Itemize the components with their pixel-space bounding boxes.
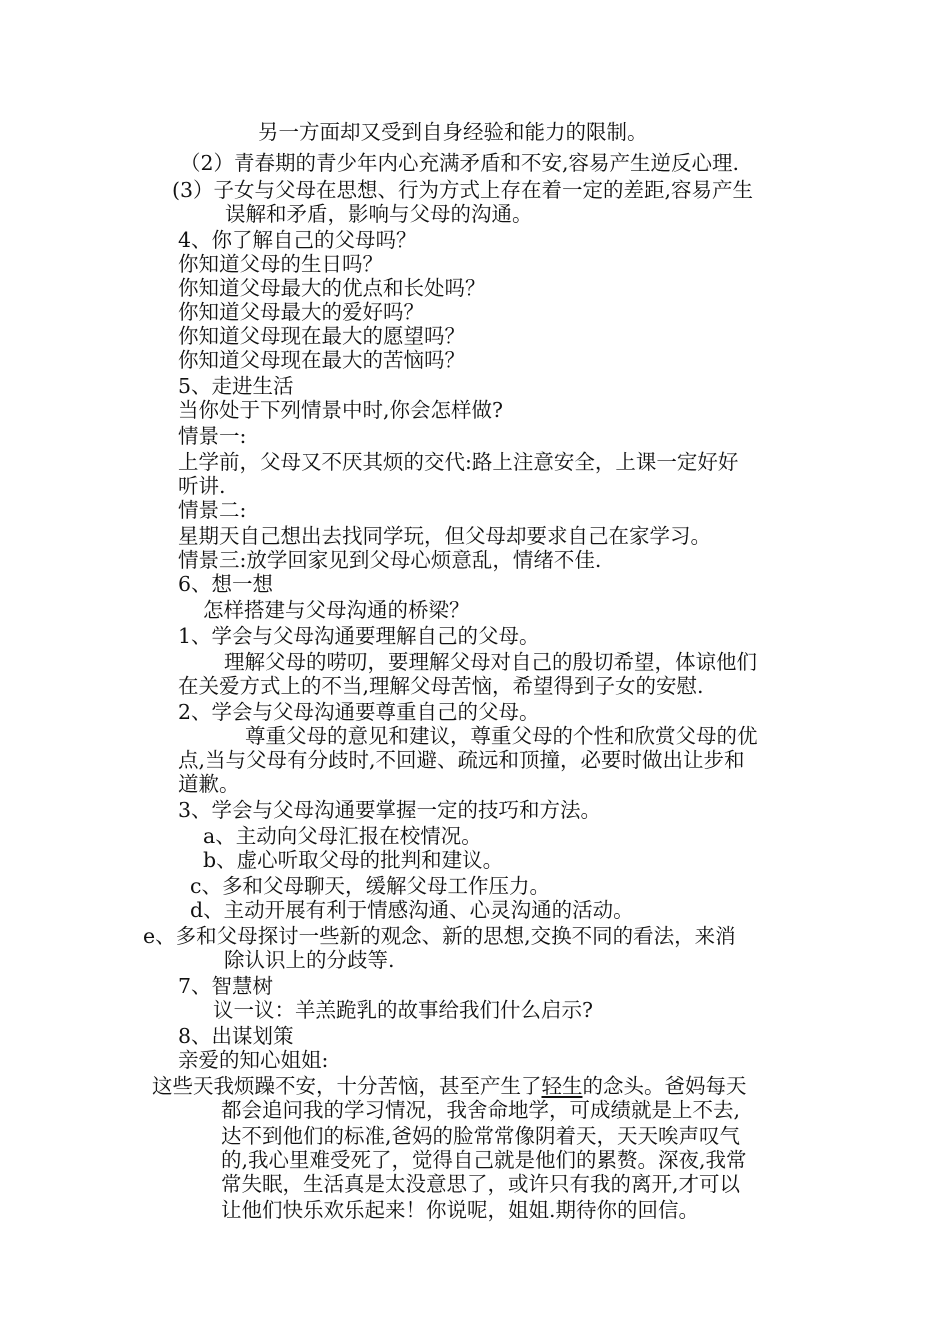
text-line: 1、学会与父母沟通要理解自己的父母。 bbox=[178, 624, 540, 648]
text-line: (3）子女与父母在思想、行为方式上存在着一定的差距,容易产生 bbox=[172, 178, 754, 202]
text-line: 4、你了解自己的父母吗？ bbox=[178, 228, 417, 252]
text-line: 你知道父母最大的优点和长处吗？ bbox=[178, 276, 486, 300]
text-line: 情景一: bbox=[178, 424, 247, 448]
text-line: 6、想一想 bbox=[178, 572, 274, 596]
text-line: 道歉。 bbox=[178, 772, 240, 796]
text-line: 尊重父母的意见和建议，尊重父母的个性和欣赏父母的优 bbox=[245, 724, 758, 748]
text-line: 当你处于下列情景中时,你会怎样做? bbox=[178, 398, 504, 422]
text-line: a、主动向父母汇报在校情况。 bbox=[203, 824, 482, 848]
text-line: 你知道父母现在最大的愿望吗？ bbox=[178, 324, 465, 348]
text-line: 另一方面却又受到自身经验和能力的限制。 bbox=[258, 120, 648, 144]
text-line: 情景三:放学回家见到父母心烦意乱，情绪不佳. bbox=[178, 548, 602, 572]
text-line: 5、走进生活 bbox=[178, 374, 294, 398]
text-line: 除认识上的分歧等. bbox=[224, 948, 395, 972]
text-line: 星期天自己想出去找同学玩，但父母却要求自己在家学习。 bbox=[178, 524, 711, 548]
text-line: c、多和父母聊天，缓解父母工作压力。 bbox=[190, 874, 550, 898]
text-line: （2）青春期的青少年内心充满矛盾和不安,容易产生逆反心理. bbox=[180, 151, 740, 175]
text-line: 怎样搭建与父母沟通的桥梁？ bbox=[203, 598, 470, 622]
text-line: 上学前，父母又不厌其烦的交代:路上注意安全，上课一定好好 bbox=[178, 450, 739, 474]
text-line: 常失眠，生活真是太没意思了，或许只有我的离开,才可以 bbox=[221, 1172, 741, 1196]
text-line: d、主动开展有利于情感沟通、心灵沟通的活动。 bbox=[190, 898, 634, 922]
text-line: b、虚心听取父母的批判和建议。 bbox=[203, 848, 504, 872]
text-segment: 的念头。爸妈每天 bbox=[582, 1074, 747, 1098]
text-line: 亲爱的知心姐姐: bbox=[178, 1048, 329, 1072]
text-line: e、多和父母探讨一些新的观念、新的思想,交换不同的看法，来消 bbox=[143, 924, 736, 948]
text-line: 误解和矛盾，影响与父母的沟通。 bbox=[225, 202, 533, 226]
text-segment: 这些天我烦躁不安，十分苦恼，甚至产生了 bbox=[152, 1074, 542, 1098]
text-line: 你知道父母现在最大的苦恼吗？ bbox=[178, 348, 465, 372]
text-line: 的,我心里难受死了，觉得自己就是他们的累赘。深夜,我常 bbox=[221, 1148, 747, 1172]
text-line: 议一议：羊羔跪乳的故事给我们什么启示? bbox=[213, 998, 593, 1022]
text-line: 在关爱方式上的不当,理解父母苦恼，希望得到子女的安慰. bbox=[178, 674, 704, 698]
text-line: 8、出谋划策 bbox=[178, 1024, 294, 1048]
text-line: 2、学会与父母沟通要尊重自己的父母。 bbox=[178, 700, 540, 724]
letter-first-line bbox=[152, 1074, 747, 1098]
text-line: 理解父母的唠叨，要理解父母对自己的殷切希望，体谅他们 bbox=[224, 650, 757, 674]
text-line: 听讲. bbox=[178, 474, 226, 498]
text-line: 你知道父母最大的爱好吗？ bbox=[178, 300, 424, 324]
text-line: 情景二: bbox=[178, 498, 247, 522]
text-line: 7、智慧树 bbox=[178, 974, 274, 998]
text-line: 你知道父母的生日吗？ bbox=[178, 252, 383, 276]
text-line: 都会追问我的学习情况，我舍命地学，可成绩就是上不去, bbox=[221, 1098, 741, 1122]
text-line: 3、学会与父母沟通要掌握一定的技巧和方法。 bbox=[178, 798, 602, 822]
underlined-word: 轻生 bbox=[541, 1074, 583, 1098]
text-line: 让他们快乐欢乐起来！你说呢，姐姐.期待你的回信。 bbox=[221, 1198, 700, 1222]
text-line: 达不到他们的标准,爸妈的脸常常像阴着天，天天唉声叹气 bbox=[221, 1124, 741, 1148]
text-line: 点,当与父母有分歧时,不回避、疏远和顶撞，必要时做出让步和 bbox=[178, 748, 745, 772]
